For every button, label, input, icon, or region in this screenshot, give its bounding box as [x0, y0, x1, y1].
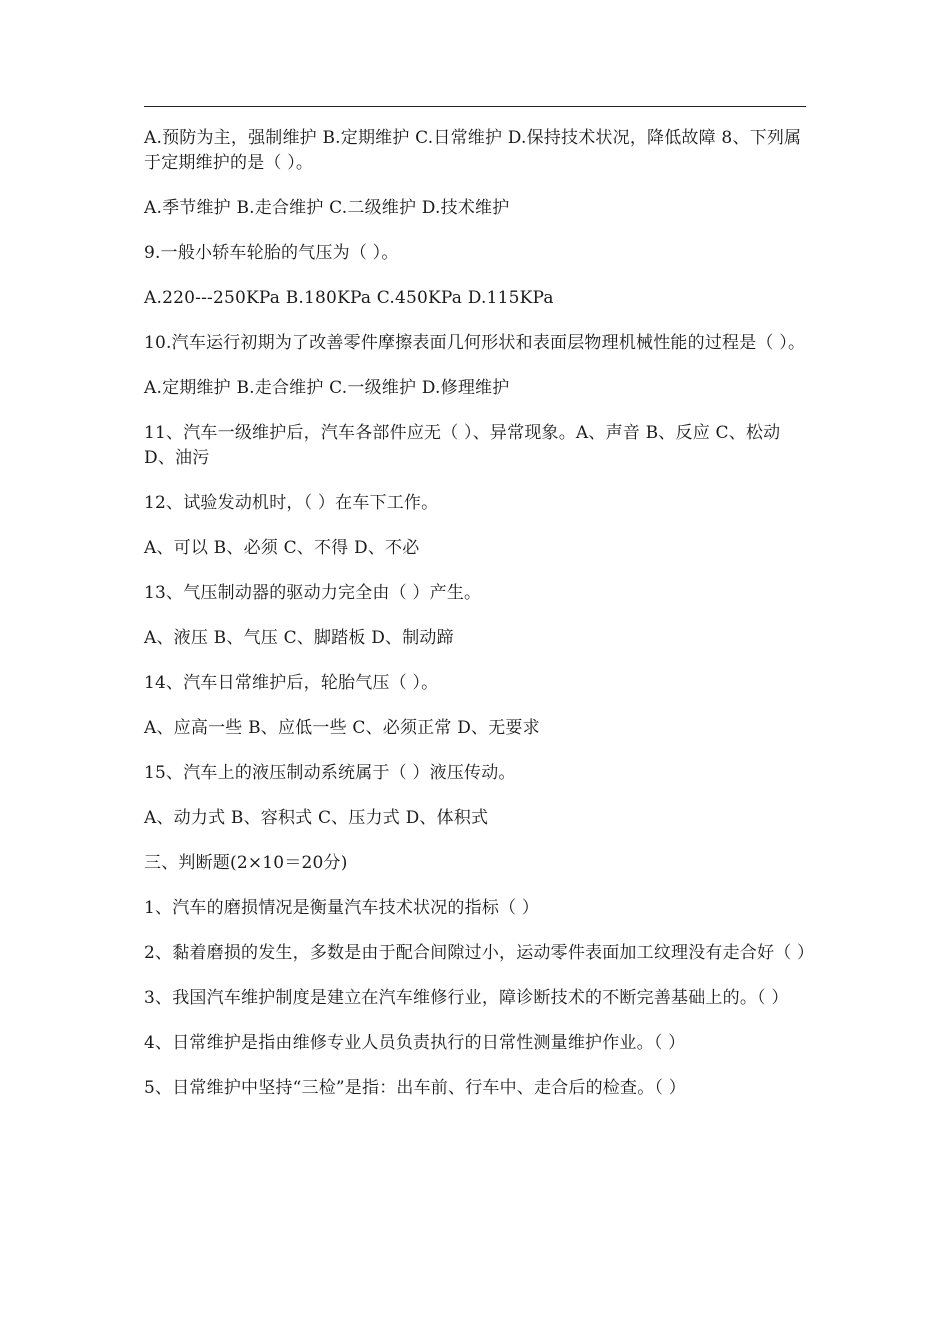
question-15: 15、汽车上的液压制动系统属于（ ）液压传动。	[144, 763, 516, 783]
question-7-options-and-question-8: A.预防为主，强制维护 B.定期维护 C.日常维护 D.保持技术状况，降低故障 8、下列属于定期维护的是（ ）。	[144, 128, 802, 173]
question-8-options: A.季节维护 B.走合维护 C.二级维护 D.技术维护	[144, 198, 510, 218]
header-rule	[144, 106, 806, 107]
question-15-options: A、动力式 B、容积式 C、压力式 D、体积式	[144, 808, 489, 828]
question-11: 11、汽车一级维护后，汽车各部件应无（ ）、异常现象。A、声音 B、反应 C、松动 D、油污	[144, 423, 781, 468]
question-9: 9.一般小轿车轮胎的气压为（ ）。	[144, 243, 399, 263]
question-14-options: A、应高一些 B、应低一些 C、必须正常 D、无要求	[144, 718, 540, 738]
question-13-options: A、液压 B、气压 C、脚踏板 D、制动蹄	[144, 628, 454, 648]
true-false-item-5: 5、日常维护中坚持“三检”是指：出车前、行车中、走合后的检查。（ ）	[144, 1078, 686, 1098]
question-13: 13、气压制动器的驱动力完全由（ ）产生。	[144, 583, 482, 603]
true-false-item-3: 3、我国汽车维护制度是建立在汽车维修行业，障诊断技术的不断完善基础上的。（ ）	[144, 988, 789, 1008]
question-10-options: A.定期维护 B.走合维护 C.一级维护 D.修理维护	[144, 378, 510, 398]
question-12: 12、试验发动机时，（ ）在车下工作。	[144, 493, 439, 513]
question-9-options: A.220---250KPa B.180KPa C.450KPa D.115KPa	[144, 288, 554, 308]
document-body	[144, 126, 815, 1121]
document-page	[144, 0, 815, 1344]
section-heading-true-false: 三、判断题(2×10＝20分)	[144, 853, 348, 873]
question-14: 14、汽车日常维护后，轮胎气压（ ）。	[144, 673, 439, 693]
question-10: 10.汽车运行初期为了改善零件摩擦表面几何形状和表面层物理机械性能的过程是（ ）。	[144, 333, 806, 353]
question-12-options: A、可以 B、必须 C、不得 D、不必	[144, 538, 420, 558]
true-false-item-2: 2、黏着磨损的发生，多数是由于配合间隙过小，运动零件表面加工纹理没有走合好（ ）	[144, 943, 815, 963]
true-false-item-4: 4、日常维护是指由维修专业人员负责执行的日常性测量维护作业。（ ）	[144, 1033, 686, 1053]
true-false-item-1: 1、汽车的磨损情况是衡量汽车技术状况的指标（ ）	[144, 898, 540, 918]
